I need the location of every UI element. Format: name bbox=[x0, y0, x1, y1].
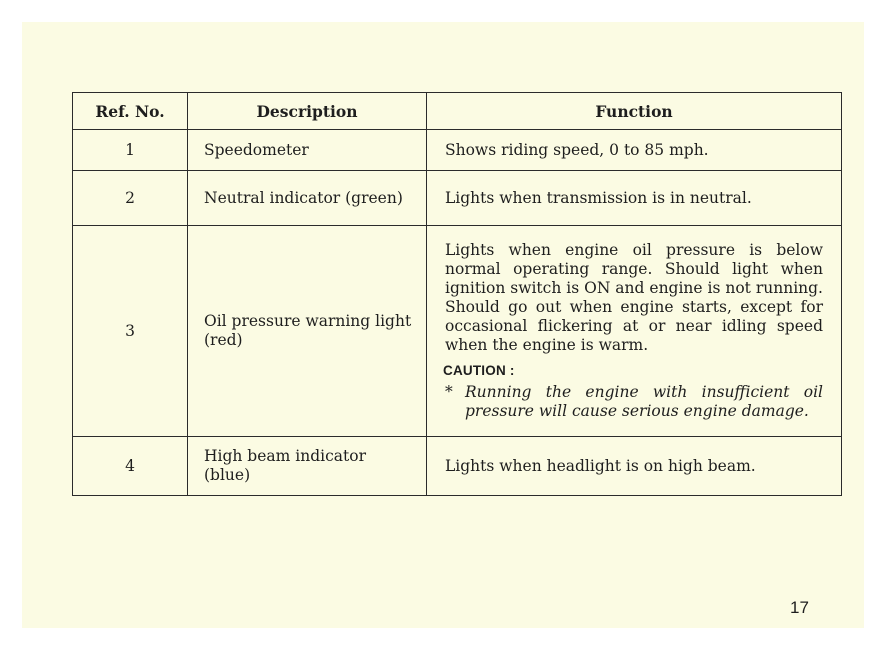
ref-number: 3 bbox=[73, 226, 188, 437]
function-cell: Lights when transmission is in neutral. bbox=[427, 171, 842, 226]
function-cell: Lights when headlight is on high beam. bbox=[427, 437, 842, 496]
function-cell bbox=[427, 226, 842, 437]
table-row bbox=[73, 171, 842, 226]
asterisk-bullet: * bbox=[445, 383, 453, 401]
table-header-row bbox=[73, 93, 842, 130]
header-description: Description bbox=[188, 93, 427, 130]
header-function: Function bbox=[427, 93, 842, 130]
header-ref-no: Ref. No. bbox=[73, 93, 188, 130]
description-cell: Speedometer bbox=[188, 130, 427, 171]
manual-page bbox=[22, 22, 864, 628]
table-row bbox=[73, 226, 842, 437]
table-row bbox=[73, 130, 842, 171]
ref-number: 4 bbox=[73, 437, 188, 496]
ref-number: 2 bbox=[73, 171, 188, 226]
function-cell: Shows riding speed, 0 to 85 mph. bbox=[427, 130, 842, 171]
description-cell: Neutral indicator (green) bbox=[188, 171, 427, 226]
indicator-table bbox=[72, 92, 842, 496]
description-cell: Oil pressure warning light (red) bbox=[188, 226, 427, 437]
caution-note bbox=[445, 383, 823, 421]
ref-number: 1 bbox=[73, 130, 188, 171]
page-number: 17 bbox=[790, 598, 809, 617]
function-text: Lights when engine oil pressure is below normal operating range. Should light when ignition switch is ON and engine is not running. Should go out when engine starts, except for occasional flickering at or near idling speed when the engine is warm. bbox=[445, 241, 823, 354]
caution-text: Running the engine with insufficient oil pressure will cause serious engine damage. bbox=[465, 383, 823, 420]
caution-label: CAUTION : bbox=[443, 363, 515, 378]
description-cell: High beam indicator (blue) bbox=[188, 437, 427, 496]
table-row bbox=[73, 437, 842, 496]
